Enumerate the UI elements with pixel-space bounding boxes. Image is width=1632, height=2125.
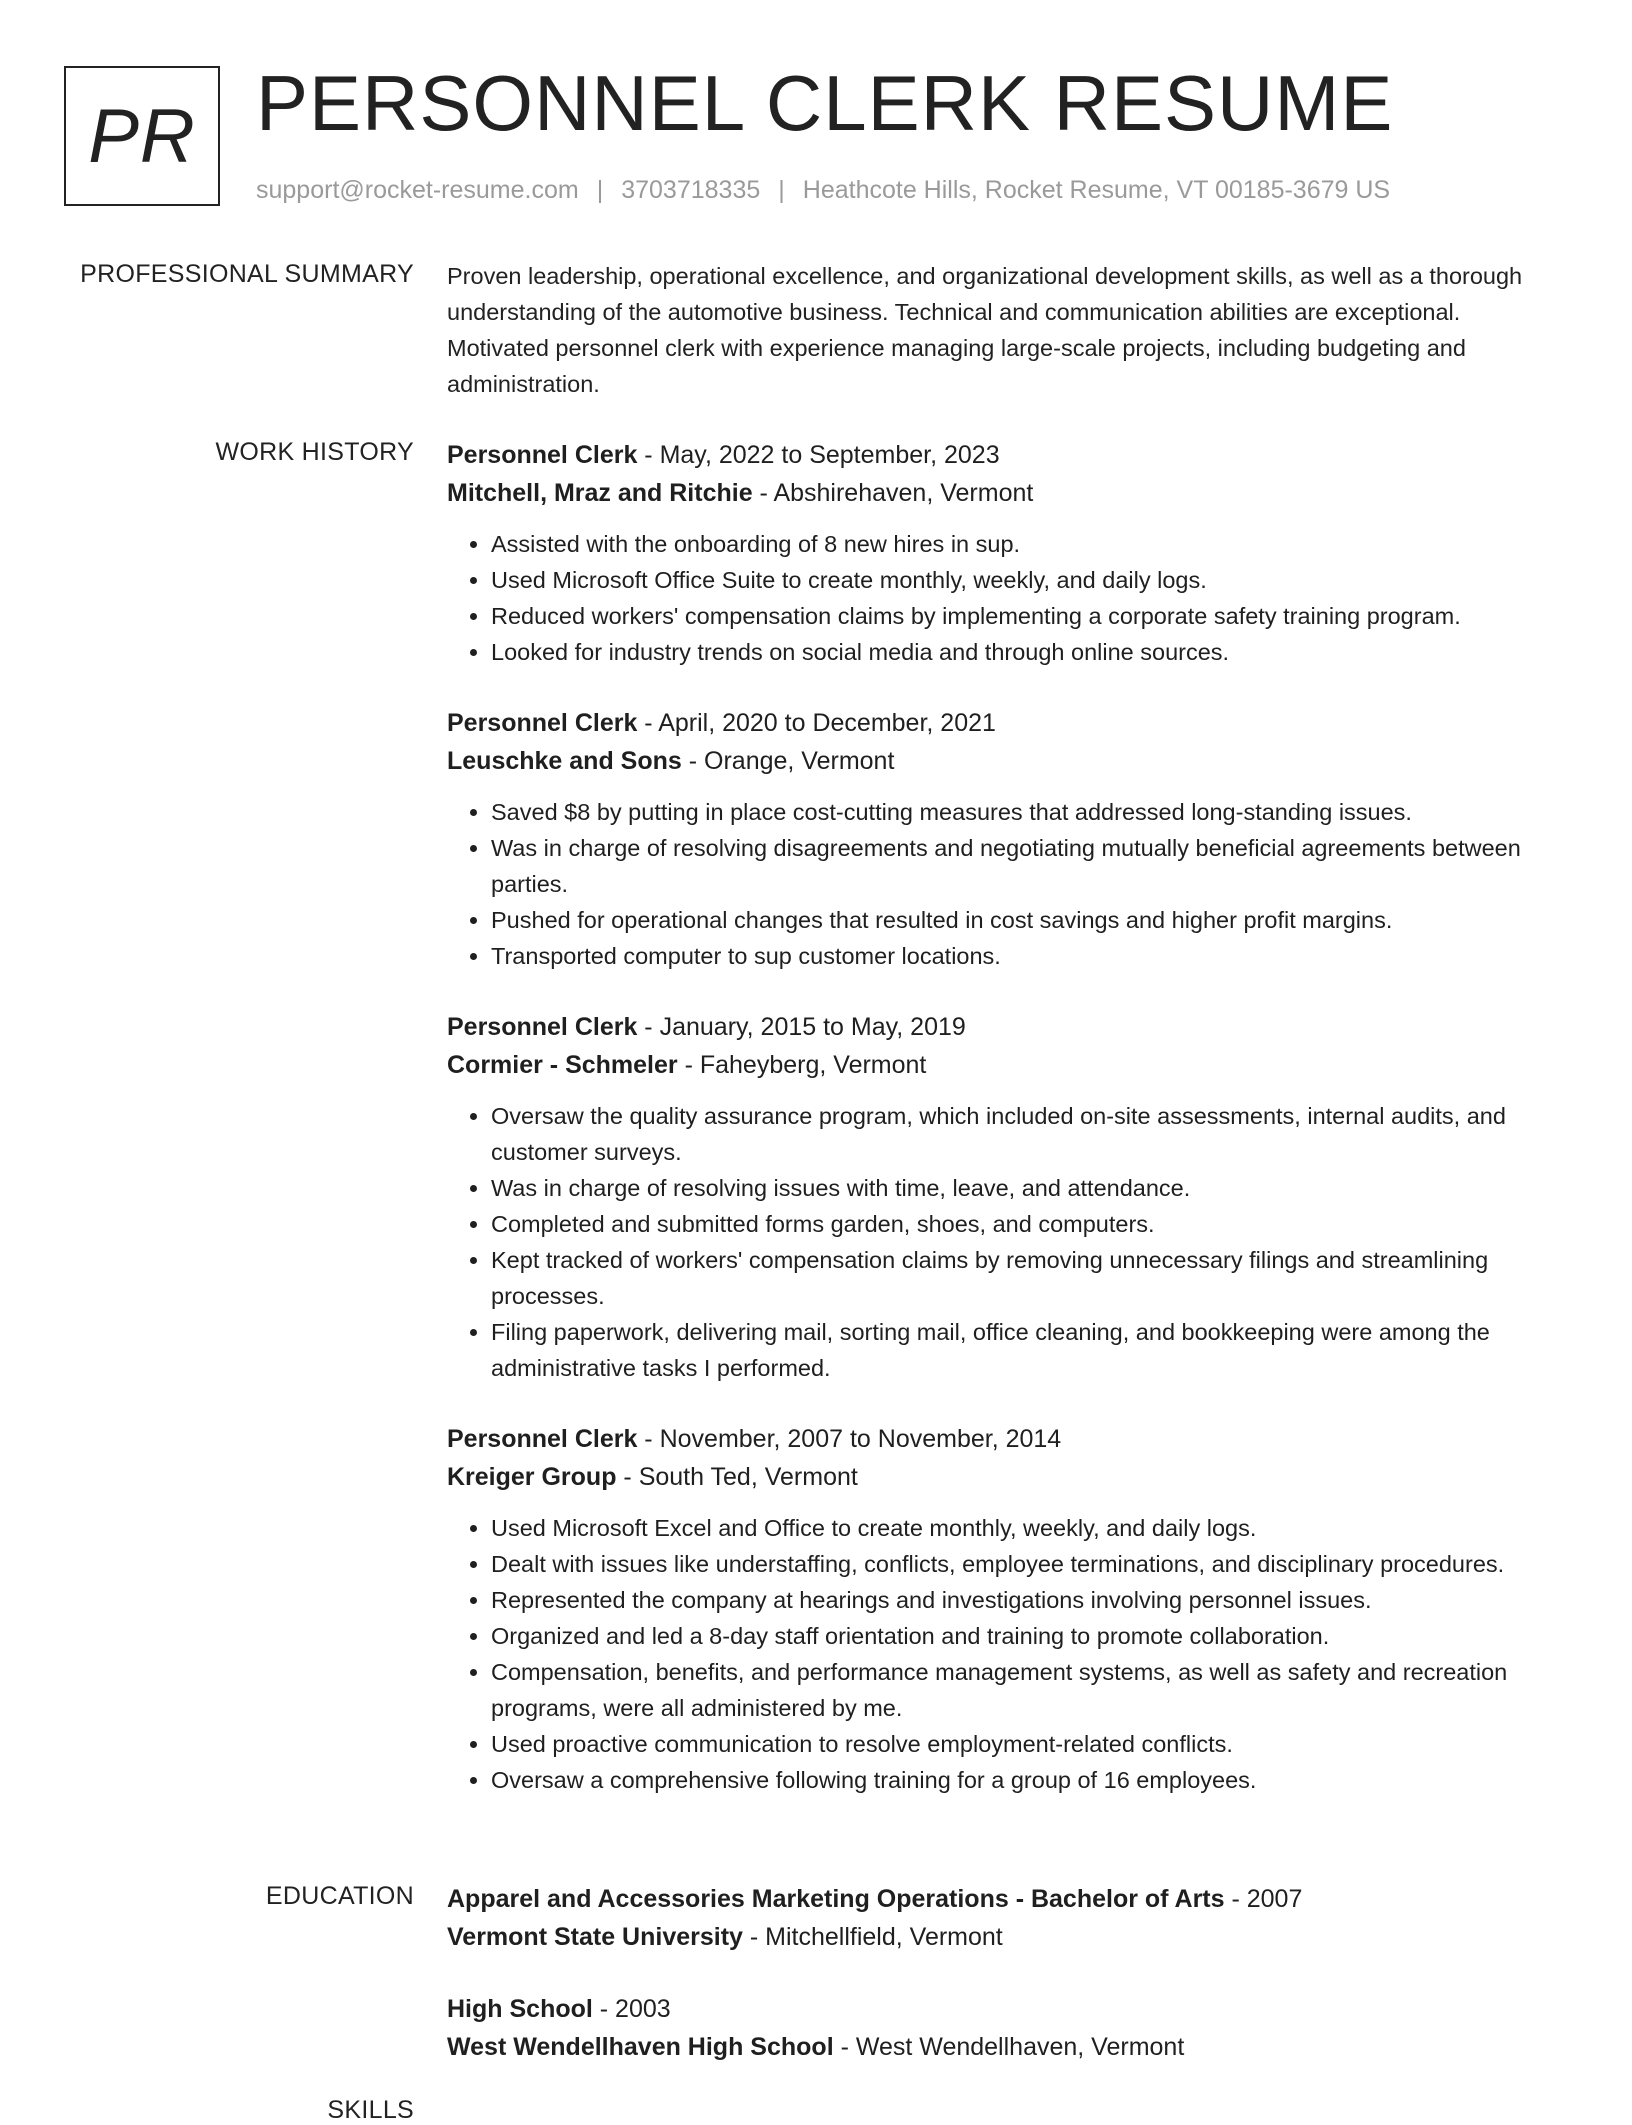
job-location: - Abshirehaven, Vermont [752,479,1034,507]
contact-email: support@rocket-resume.com [256,176,579,204]
job-bullet: • Used proactive communication to resolve employment-related conflicts. [491,1726,1567,1762]
job-bullets [447,1510,1567,1798]
education-school: Vermont State University [447,1923,743,1951]
job-bullets [447,1098,1567,1386]
summary-text: Proven leadership, operational excellence, and organizational development skills, as well as a thorough understanding of the automotive business. Technical and communication abilities are exceptional. Motivated personnel clerk with experience managing large-scale projects, including budgeting and administration. [447,263,1523,397]
job-bullet: • Represented the company at hearings and investigations involving personnel issues. [491,1582,1567,1618]
education-school: West Wendellhaven High School [447,2033,834,2061]
job-bullet: • Was in charge of resolving disagreements and negotiating mutually beneficial agreements between parties. [491,830,1567,902]
contact-address: Heathcote Hills, Rocket Resume, VT 00185-3679 US [802,176,1391,204]
job-bullet: • Organized and led a 8-day staff orientation and training to promote collaboration. [491,1618,1567,1654]
job-company-line [447,742,1567,780]
section-label-work-history: WORK HISTORY [215,438,414,466]
job-bullet: • Completed and submitted forms garden, shoes, and computers. [491,1206,1567,1242]
job-bullet: • Compensation, benefits, and performance management systems, as well as safety and recreation programs, were all administered by me. [491,1654,1567,1726]
job-entry [447,1008,1567,1386]
education-location: - West Wendellhaven, Vermont [833,2033,1185,2061]
education-degree-line [447,1990,1567,2028]
education-entry [447,1990,1567,2066]
job-title-line [447,1420,1567,1458]
job-title: Personnel Clerk [447,1425,638,1453]
monogram-logo: PR [64,66,220,206]
job-dates: - May, 2022 to September, 2023 [637,441,1000,469]
section-label-education: EDUCATION [265,1882,414,1910]
education-school-line [447,1918,1567,1956]
contact-phone: 3703718335 [621,176,761,204]
education-school-line [447,2028,1567,2066]
job-bullets [447,794,1567,974]
job-dates: - November, 2007 to November, 2014 [637,1425,1062,1453]
job-title-line [447,704,1567,742]
education-degree: Apparel and Accessories Marketing Operations - Bachelor of Arts [447,1885,1225,1913]
job-title-line [447,436,1567,474]
job-bullet: • Assisted with the onboarding of 8 new hires in sup. [491,526,1567,562]
job-company: Cormier - Schmeler [447,1051,678,1079]
job-bullet: • Saved $8 by putting in place cost-cutting measures that addressed long-standing issues. [491,794,1567,830]
job-bullet: • Pushed for operational changes that resulted in cost savings and higher profit margins. [491,902,1567,938]
job-bullets [447,526,1567,670]
job-bullet: • Transported computer to sup customer locations. [491,938,1567,974]
job-bullet: • Oversaw the quality assurance program, which included on-site assessments, internal audits, and customer surveys. [491,1098,1567,1170]
education-degree: High School [447,1995,593,2023]
job-bullet: • Dealt with issues like understaffing, conflicts, employee terminations, and disciplinary procedures. [491,1546,1567,1582]
job-bullet: • Oversaw a comprehensive following training for a group of 16 employees. [491,1762,1567,1798]
job-company-line [447,474,1567,512]
section-label-summary: PROFESSIONAL SUMMARY [80,260,414,288]
job-company: Mitchell, Mraz and Ritchie [447,479,753,507]
job-bullet: • Used Microsoft Excel and Office to create monthly, weekly, and daily logs. [491,1510,1567,1546]
resume-header [0,0,1632,230]
job-bullet: • Filing paperwork, delivering mail, sorting mail, office cleaning, and bookkeeping were among the administrative tasks I performed. [491,1314,1567,1386]
education-entry [447,1880,1567,1956]
job-title-line [447,1008,1567,1046]
job-entry [447,704,1567,974]
contact-line [256,176,1390,205]
job-dates: - April, 2020 to December, 2021 [637,709,996,737]
job-entry [447,1420,1567,1798]
job-dates: - January, 2015 to May, 2019 [637,1013,966,1041]
job-location: - South Ted, Vermont [616,1463,858,1491]
education-location: - Mitchellfield, Vermont [742,1923,1003,1951]
job-company-line [447,1046,1567,1084]
page-title: PERSONNEL CLERK RESUME [256,59,1394,147]
education-list [447,1880,1567,2100]
job-bullet: • Used Microsoft Office Suite to create monthly, weekly, and daily logs. [491,562,1567,598]
job-bullet: • Kept tracked of workers' compensation claims by removing unnecessary filings and streamlining processes. [491,1242,1567,1314]
contact-separator: | [778,176,785,204]
job-bullet: • Reduced workers' compensation claims by implementing a corporate safety training program. [491,598,1567,634]
job-company: Kreiger Group [447,1463,617,1491]
job-title: Personnel Clerk [447,1013,638,1041]
job-title: Personnel Clerk [447,441,638,469]
job-bullet: • Was in charge of resolving issues with time, leave, and attendance. [491,1170,1567,1206]
job-title: Personnel Clerk [447,709,638,737]
contact-separator: | [596,176,604,204]
education-degree-line [447,1880,1567,1918]
section-label-skills: SKILLS [327,2096,414,2124]
education-year: - 2007 [1224,1885,1303,1913]
job-location: - Faheyberg, Vermont [677,1051,927,1079]
job-entry [447,436,1567,670]
work-history-list [447,436,1567,1832]
job-company: Leuschke and Sons [447,747,682,775]
job-location: - Orange, Vermont [681,747,895,775]
job-company-line [447,1458,1567,1496]
education-year: - 2003 [592,1995,671,2023]
job-bullet: • Looked for industry trends on social media and through online sources. [491,634,1567,670]
